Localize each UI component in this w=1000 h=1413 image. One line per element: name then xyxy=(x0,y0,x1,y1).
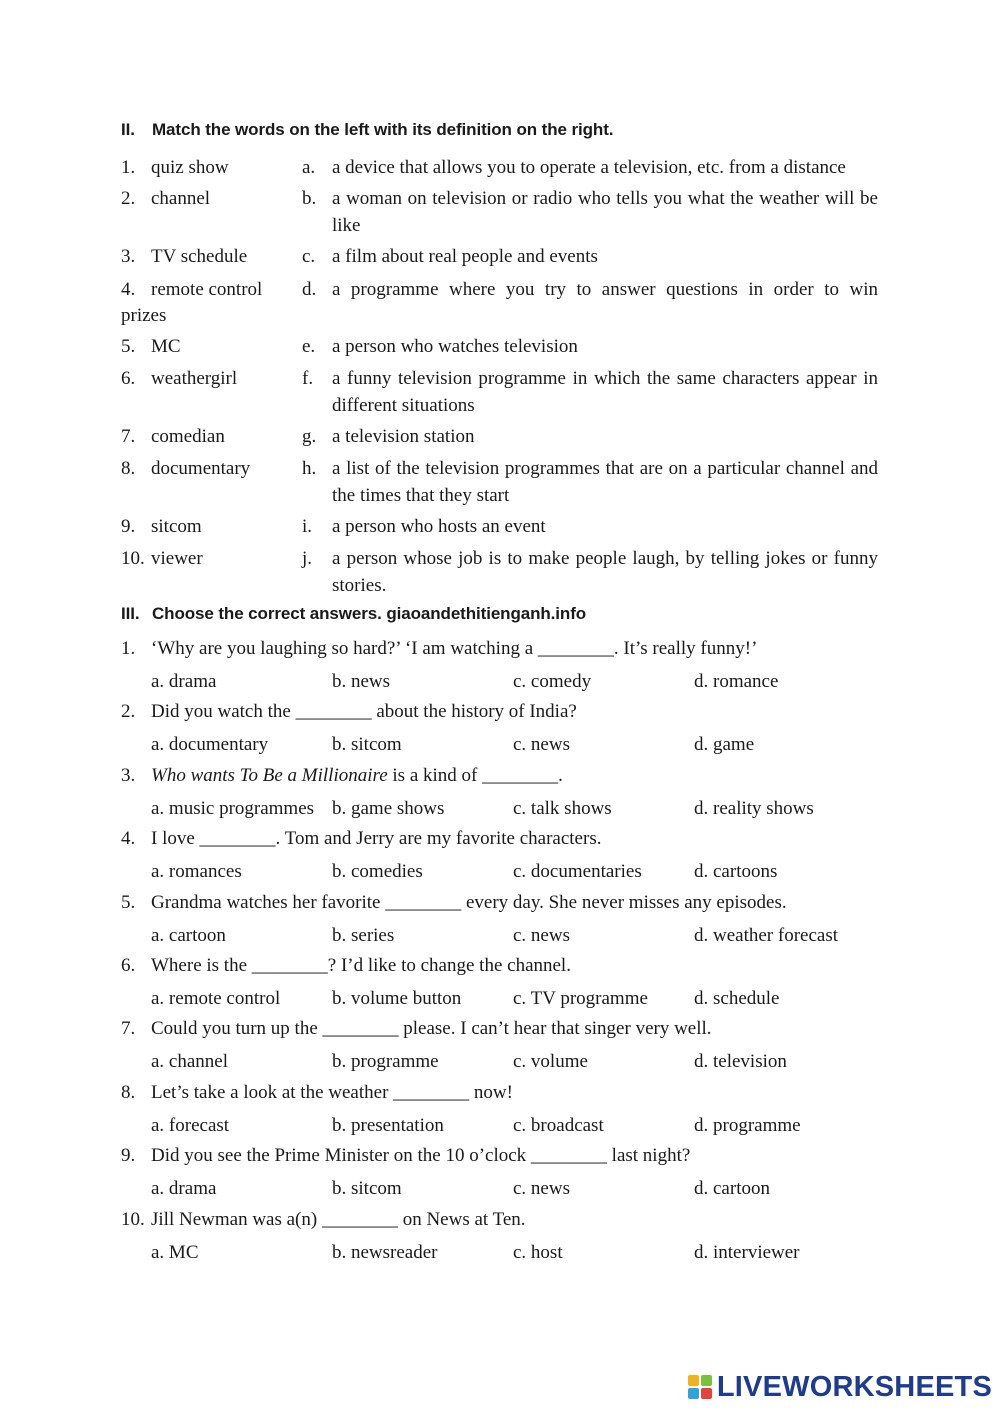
question-row xyxy=(121,1207,878,1235)
answer-option[interactable]: b. presentation xyxy=(332,1115,444,1136)
question-number: 5. xyxy=(121,892,136,913)
question-row xyxy=(121,636,878,664)
match-definition: a film about real people and events xyxy=(332,246,598,267)
match-definition: a person who hosts an event xyxy=(332,516,546,537)
section-2-number: II. xyxy=(121,120,135,139)
match-row xyxy=(121,243,878,271)
answer-option[interactable]: d. schedule xyxy=(694,988,780,1009)
answer-option[interactable]: a. channel xyxy=(151,1051,229,1072)
question-stem-text: Grandma watches her favorite ________ every day. She never misses any episodes. xyxy=(151,892,787,913)
section-3-site: giaoandethitienganh.info xyxy=(386,604,587,623)
question-stem-text: ‘Why are you laughing so hard?’ ‘I am watching a ________. It’s really funny!’ xyxy=(151,638,758,659)
answer-option[interactable]: a. music programmes xyxy=(151,798,315,819)
answer-option[interactable]: d. weather forecast xyxy=(694,925,839,946)
question-stem xyxy=(151,636,757,662)
answer-option[interactable]: c. host xyxy=(513,1242,563,1263)
question-number: 4. xyxy=(121,828,136,849)
match-number: 4. xyxy=(121,279,136,300)
match-number: 10. xyxy=(121,548,145,569)
question-row xyxy=(121,890,878,918)
question-row xyxy=(121,826,878,854)
match-definition: a funny television programme in which the same characters appear in different situations xyxy=(332,368,878,416)
match-word: channel xyxy=(151,188,211,209)
match-number: 2. xyxy=(121,188,136,209)
match-row xyxy=(121,154,878,182)
answer-option[interactable]: a. drama xyxy=(151,671,217,692)
question-stem-text: Jill Newman was a(n) ________ on News at Ten. xyxy=(151,1209,526,1230)
answer-option[interactable]: a. MC xyxy=(151,1242,199,1263)
question-stem-text: Could you turn up the ________ please. I can’t hear that singer very well. xyxy=(151,1018,712,1039)
question-stem xyxy=(151,953,571,979)
match-definition: a person whose job is to make people laugh, by telling jokes or funny stories. xyxy=(332,548,878,596)
match-number: 8. xyxy=(121,458,136,479)
answer-option[interactable]: c. volume xyxy=(513,1051,588,1072)
section-3-heading xyxy=(121,604,586,624)
answer-option[interactable]: d. romance xyxy=(694,671,779,692)
answer-option[interactable]: d. reality shows xyxy=(694,798,814,819)
answer-option[interactable]: d. interviewer xyxy=(694,1242,800,1263)
answer-option[interactable]: a. forecast xyxy=(151,1115,230,1136)
match-number: 1. xyxy=(121,157,136,178)
answer-option[interactable]: c. broadcast xyxy=(513,1115,604,1136)
answer-option[interactable]: d. programme xyxy=(694,1115,801,1136)
question-stem xyxy=(151,1080,513,1106)
match-number: 3. xyxy=(121,246,136,267)
match-row xyxy=(121,423,878,451)
question-stem xyxy=(151,699,577,725)
match-word: remote control xyxy=(151,279,263,300)
question-stem-text: Where is the ________? I’d like to change the channel. xyxy=(151,955,571,976)
match-letter: j. xyxy=(302,548,313,569)
question-stem-text: Did you watch the ________ about the history of India? xyxy=(151,701,577,722)
question-number: 1. xyxy=(121,638,136,659)
answer-option[interactable]: b. newsreader xyxy=(332,1242,438,1263)
question-row xyxy=(121,1080,878,1108)
match-word: sitcom xyxy=(151,516,202,537)
answer-option[interactable]: c. TV programme xyxy=(513,988,648,1009)
answer-option[interactable]: c. news xyxy=(513,1178,570,1199)
match-word: comedian xyxy=(151,426,225,447)
match-word: TV schedule xyxy=(151,246,248,267)
question-row xyxy=(121,699,878,727)
match-word: viewer xyxy=(151,548,203,569)
answer-option[interactable]: b. sitcom xyxy=(332,1178,402,1199)
match-word: MC xyxy=(151,336,181,357)
answer-option[interactable]: b. game shows xyxy=(332,798,445,819)
liveworksheets-logo-icon xyxy=(687,1374,713,1400)
question-number: 10. xyxy=(121,1209,145,1230)
section-3-number: III. xyxy=(121,604,140,623)
match-letter: c. xyxy=(302,246,316,267)
match-letter: i. xyxy=(302,516,313,537)
answer-option[interactable]: a. remote control xyxy=(151,988,281,1009)
match-number: 7. xyxy=(121,426,136,447)
match-word: documentary xyxy=(151,458,251,479)
answer-option[interactable]: d. game xyxy=(694,734,755,755)
match-row xyxy=(121,513,878,541)
answer-option[interactable]: a. cartoon xyxy=(151,925,226,946)
match-word: quiz show xyxy=(151,157,229,178)
answer-option[interactable]: b. sitcom xyxy=(332,734,402,755)
answer-option[interactable]: c. talk shows xyxy=(513,798,612,819)
question-stem-text: Did you see the Prime Minister on the 10 o’clock ________ last night? xyxy=(151,1145,691,1166)
match-letter: h. xyxy=(302,458,317,479)
section-3-title: Choose the correct answers. xyxy=(152,604,382,623)
match-row xyxy=(121,276,878,330)
question-number: 8. xyxy=(121,1082,136,1103)
question-stem-text: Let’s take a look at the weather ________ now! xyxy=(151,1082,513,1103)
answer-option[interactable]: d. television xyxy=(694,1051,787,1072)
answer-option[interactable]: c. news xyxy=(513,734,570,755)
match-number: 5. xyxy=(121,336,136,357)
question-number: 7. xyxy=(121,1018,136,1039)
match-definition: a person who watches television xyxy=(332,336,578,357)
question-stem xyxy=(151,1207,526,1233)
question-number: 3. xyxy=(121,765,136,786)
answer-option[interactable]: d. cartoon xyxy=(694,1178,770,1199)
logo-text: LIVEWORKSHEETS xyxy=(716,1370,992,1403)
answer-option[interactable]: c. comedy xyxy=(513,671,592,692)
section-2-title: Match the words on the left with its definition on the right. xyxy=(152,120,614,139)
answer-option[interactable]: a. drama xyxy=(151,1178,217,1199)
match-row xyxy=(121,545,878,599)
question-row xyxy=(121,763,878,791)
match-definition: a television station xyxy=(332,426,475,447)
question-stem xyxy=(151,1016,712,1042)
match-letter: a. xyxy=(302,157,316,178)
question-stem xyxy=(151,1143,690,1169)
question-stem xyxy=(151,826,601,852)
match-word-continuation: prizes xyxy=(121,305,167,326)
match-definition: a list of the television programmes that are on a particular channel and the times that they start xyxy=(332,458,878,506)
match-letter: f. xyxy=(302,368,314,389)
match-row xyxy=(121,455,878,509)
match-row xyxy=(121,333,878,361)
match-definition: a programme where you try to answer questions in order to win xyxy=(332,279,878,300)
answer-option[interactable]: a. documentary xyxy=(151,734,269,755)
match-word: weathergirl xyxy=(151,368,238,389)
question-number: 6. xyxy=(121,955,136,976)
question-row xyxy=(121,1016,878,1044)
question-stem xyxy=(151,890,787,916)
match-row xyxy=(121,365,878,419)
answer-option[interactable]: b. volume button xyxy=(332,988,462,1009)
match-letter: d. xyxy=(302,279,317,300)
answer-option[interactable]: b. news xyxy=(332,671,391,692)
match-definition: a device that allows you to operate a television, etc. from a distance xyxy=(332,157,846,178)
question-stem xyxy=(151,763,563,789)
question-row xyxy=(121,953,878,981)
match-letter: b. xyxy=(302,188,317,209)
match-row xyxy=(121,185,878,239)
question-number: 9. xyxy=(121,1145,136,1166)
answer-option[interactable]: b. comedies xyxy=(332,861,423,882)
question-stem-text: I love ________. Tom and Jerry are my favorite characters. xyxy=(151,828,602,849)
answer-option[interactable]: c. documentaries xyxy=(513,861,642,882)
answer-option[interactable]: b. series xyxy=(332,925,395,946)
question-stem-text: is a kind of ________. xyxy=(387,765,563,786)
answer-option[interactable]: d. cartoons xyxy=(694,861,778,882)
match-letter: e. xyxy=(302,336,316,357)
match-number: 9. xyxy=(121,516,136,537)
answer-option[interactable]: a. romances xyxy=(151,861,242,882)
match-definition: a woman on television or radio who tells you what the weather will be like xyxy=(332,188,878,236)
question-number: 2. xyxy=(121,701,136,722)
answer-option[interactable]: c. news xyxy=(513,925,570,946)
section-2-heading xyxy=(121,120,613,140)
question-row xyxy=(121,1143,878,1171)
liveworksheets-logo xyxy=(687,1371,992,1403)
question-stem-italic: Who wants To Be a Millionaire xyxy=(151,765,388,786)
match-letter: g. xyxy=(302,426,317,447)
answer-option[interactable]: b. programme xyxy=(332,1051,439,1072)
match-number: 6. xyxy=(121,368,136,389)
